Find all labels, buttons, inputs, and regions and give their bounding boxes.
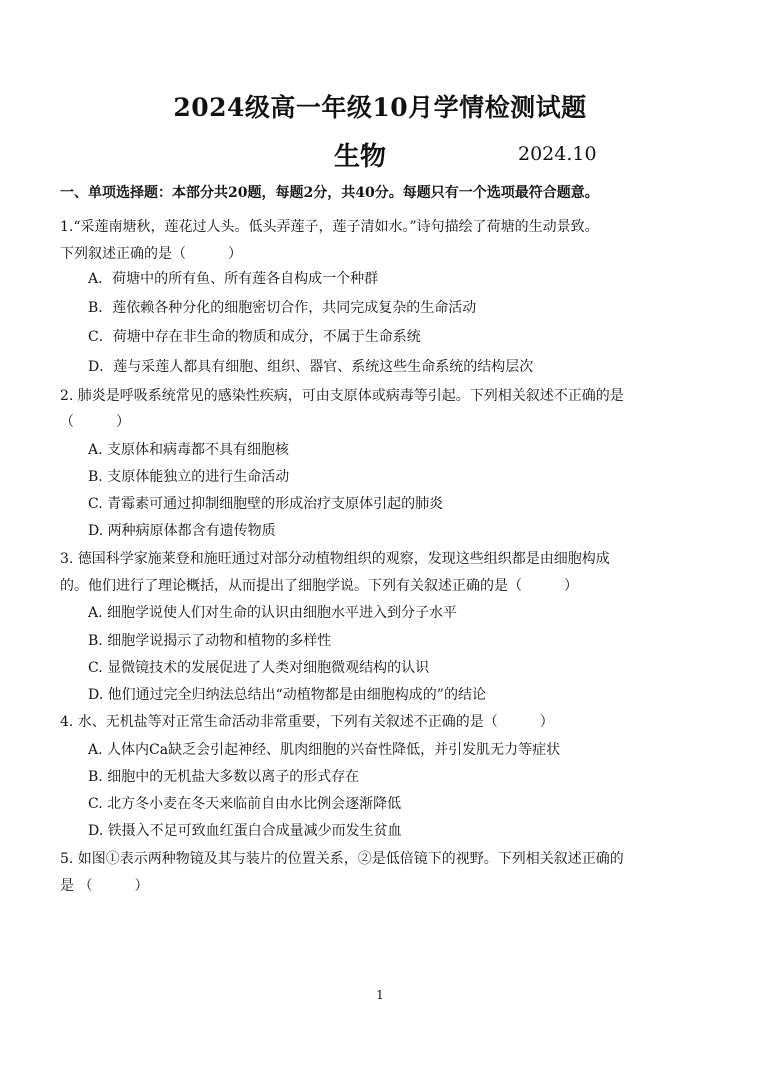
question-1-option-c: C．荷塘中存在非生命的物质和成分，不属于生命系统 — [88, 329, 421, 345]
question-3-stem-line-1: 3. 德国科学家施莱登和施旺通过对部分动植物组织的观察，发现这些组织都是由细胞构成 — [60, 551, 610, 567]
question-4-stem-line-1: 4. 水、无机盐等对正常生命活动非常重要，下列有关叙述不正确的是（ ） — [60, 714, 554, 730]
question-4-option-c: C. 北方冬小麦在冬天来临前自由水比例会逐渐降低 — [88, 796, 402, 812]
question-2-option-a: A. 支原体和病毒都不具有细胞核 — [88, 442, 290, 458]
question-1-stem-line-1: 1.“采莲南塘秋，莲花过人头。低头弄莲子，莲子清如水。”诗句描绘了荷塘的生动景致。 — [60, 219, 599, 235]
question-2-stem-line-1: 2. 肺炎是呼吸系统常见的感染性疾病，可由支原体或病毒等引起。下列相关叙述不正确的是 — [60, 388, 624, 404]
subject-label: 生物 — [334, 142, 387, 172]
question-4-option-a: A. 人体内Ca缺乏会引起神经、肌肉细胞的兴奋性降低，并引发肌无力等症状 — [88, 742, 561, 758]
exam-date: 2024.10 — [518, 143, 597, 165]
question-1-option-d: D．莲与采莲人都具有细胞、组织、器官、系统这些生命系统的结构层次 — [88, 359, 534, 375]
question-2-option-c: C. 青霉素可通过抑制细胞壁的形成治疗支原体引起的肺炎 — [88, 496, 444, 512]
page-number: 1 — [376, 988, 384, 1002]
section-heading: 一、单项选择题：本部分共20题，每题2分，共40分。每题只有一个选项最符合题意。 — [60, 185, 599, 201]
question-2-option-b: B. 支原体能独立的进行生命活动 — [88, 469, 290, 485]
question-3-option-b: B. 细胞学说揭示了动物和植物的多样性 — [88, 633, 332, 649]
question-1-stem-line-2: 下列叙述正确的是（ ） — [60, 246, 242, 262]
question-4-option-b: B. 细胞中的无机盐大多数以离子的形式存在 — [88, 769, 360, 785]
question-3-option-c: C. 显微镜技术的发展促进了人类对细胞微观结构的认识 — [88, 660, 430, 676]
question-3-stem-line-2: 的。他们进行了理论概括，从而提出了细胞学说。下列有关叙述正确的是（ ） — [60, 578, 578, 594]
question-2-option-d: D. 两种病原体都含有遗传物质 — [88, 523, 276, 539]
question-1-option-a: A．荷塘中的所有鱼、所有莲各自构成一个种群 — [88, 271, 379, 287]
question-1-option-b: B．莲依赖各种分化的细胞密切合作，共同完成复杂的生命活动 — [88, 300, 477, 316]
question-5-stem-line-1: 5. 如图①表示两种物镜及其与装片的位置关系，②是低倍镜下的视野。下列相关叙述正确的 — [60, 851, 624, 867]
exam-title: 2024级高一年级10月学情检测试题 — [173, 93, 587, 122]
question-5-stem-line-2: 是 （ ） — [60, 878, 149, 894]
question-2-stem-line-2: （ ） — [60, 414, 130, 430]
question-3-option-a: A. 细胞学说使人们对生命的认识由细胞水平进入到分子水平 — [88, 605, 458, 621]
question-4-option-d: D. 铁摄入不足可致血红蛋白合成量减少而发生贫血 — [88, 823, 402, 839]
question-3-option-d: D. 他们通过完全归纳法总结出“动植物都是由细胞构成的”的结论 — [88, 687, 486, 703]
